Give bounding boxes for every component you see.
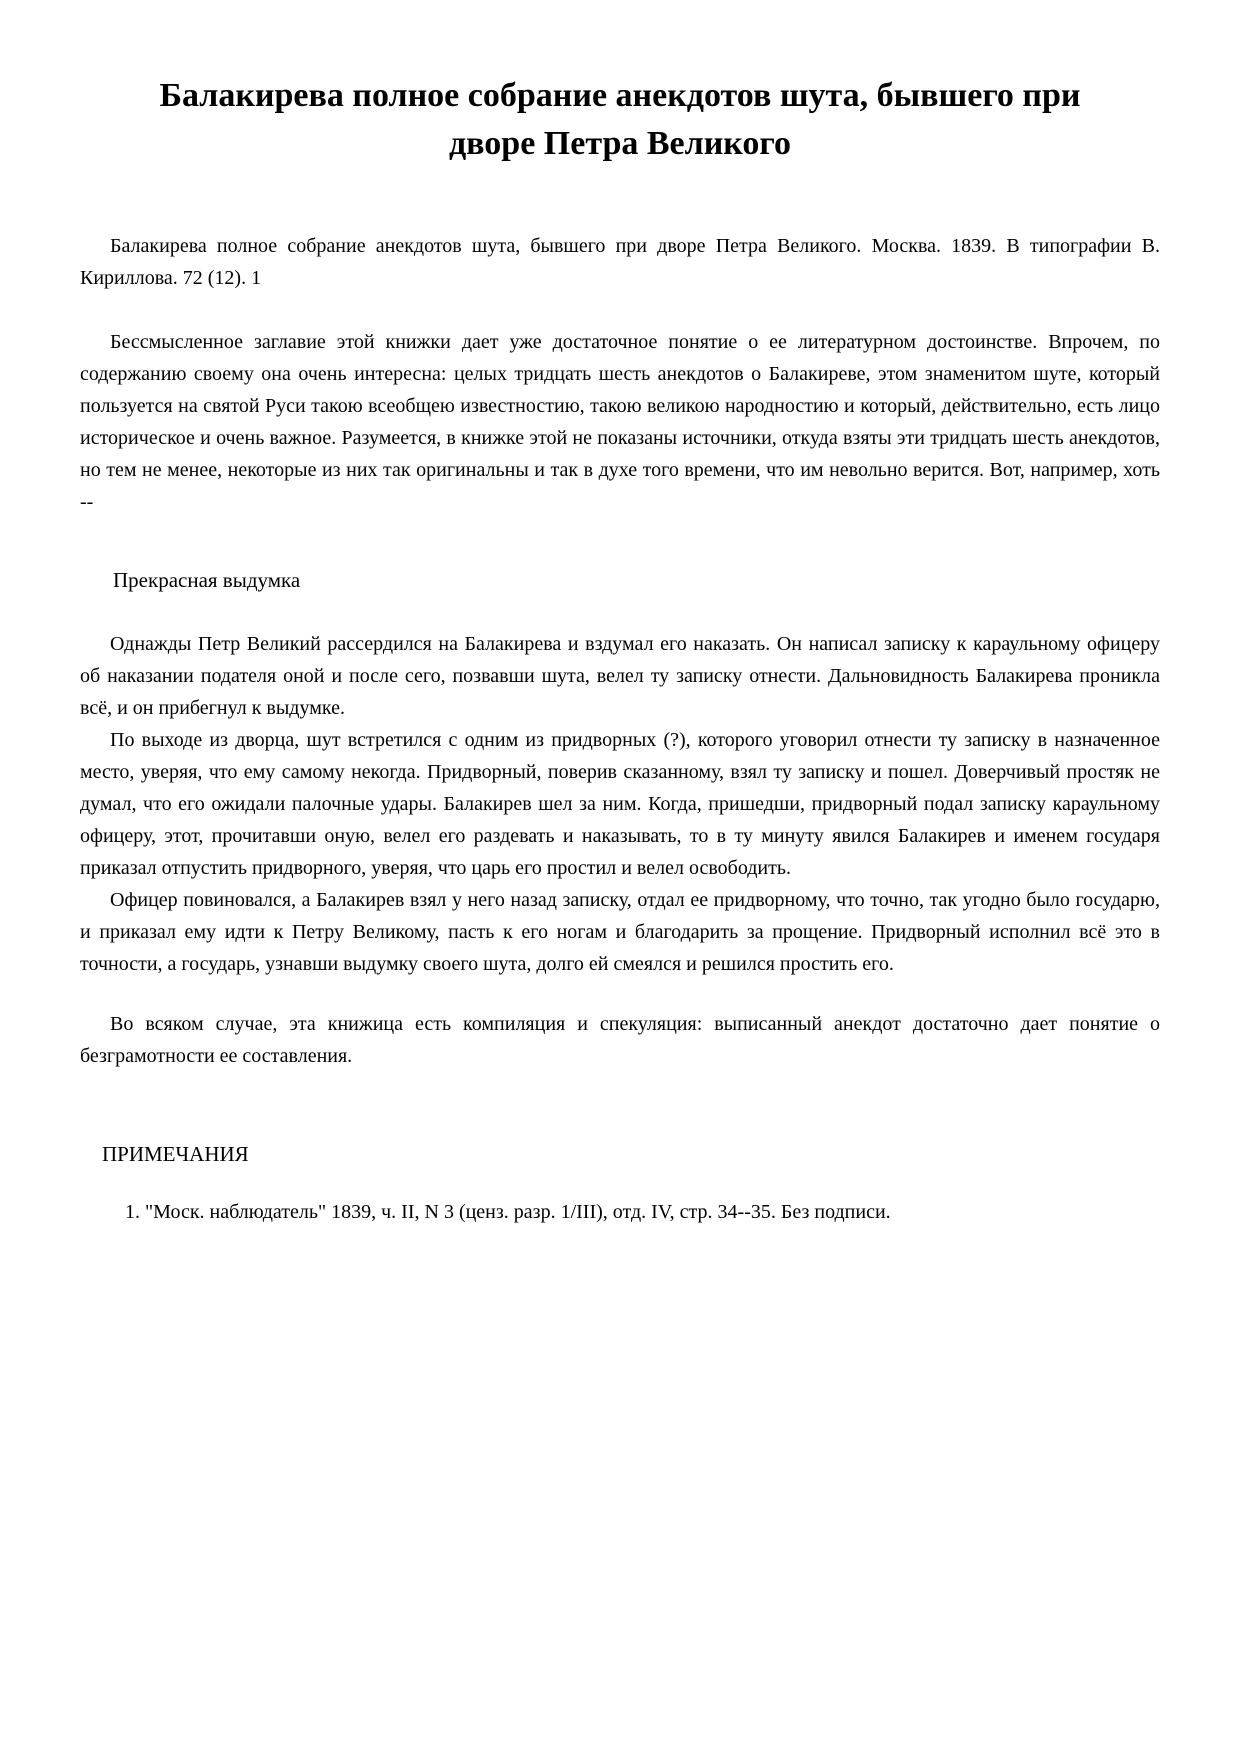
note-item: 1. "Моск. наблюдатель" 1839, ч. II, N 3 (ценз. разр. 1/III), отд. IV, стр. 34--35. Без подписи. (125, 1201, 891, 1223)
anecdote-text (80, 628, 1160, 980)
anecdote-heading: Прекрасная выдумка (113, 568, 301, 592)
anecdote-paragraph: По выходе из дворца, шут встретился с одним из придворных (?), которого уговорил отнести ту записку в назначенное место, уверяя, что ему самому некогда. Придворный, поверив сказанному, взял ту записку и пошел. Доверчивый простяк не думал, что его ожидали палочные удары. Балакирев шел за ним. Когда, пришедши, придворный подал записку караульному офицеру, этот, прочитавши оную, велел его раздевать и наказывать, то в ту минуту явился Балакирев и именем государя приказал отпустить придворного, уверяя, что царь его простил и велел освободить. (80, 729, 1160, 879)
anecdote-paragraph: Однажды Петр Великий рассердился на Балакирева и вздумал его наказать. Он написал записку к караульному офицеру об наказании подателя оной и после сего, позвавши шута, велел ту записку отнести. Дальновидность Балакирева проникла всё, и он прибегнул к выдумке. (80, 633, 1160, 719)
review-paragraph: Бессмысленное заглавие этой книжки дает уже достаточное понятие о ее литературном достоинстве. Впрочем, по содержанию своему она очень интересна: целых тридцать шесть анекдотов о Балакиреве, этом знаменитом шуте, который пользуется на святой Руси такою всеобщею известностию, такою великою народностию и который, действительно, есть лицо историческое и очень важное. Разумеется, в книжке этой не показаны источники, откуда взяты эти тридцать шесть анекдотов, но тем не менее, некоторые из них так оригинальны и так в духе того времени, что им невольно верится. Вот, например, хоть -- (80, 331, 1160, 513)
document-title: Балакирева полное собрание анекдотов шута, бывшего при дворе Петра Великого (159, 77, 1081, 162)
conclusion-paragraph: Во всяком случае, эта книжица есть компиляция и спекуляция: выписанный анекдот достаточно дает понятие о безграмотности ее составления. (80, 1013, 1160, 1067)
anecdote-paragraph: Офицер повиновался, а Балакирев взял у него назад записку, отдал ее придворному, что точно, так угодно было государю, и приказал ему идти к Петру Великому, пасть к его ногам и благодарить за прощение. Придворный исполнил всё это в точности, а государь, узнавши выдумку своего шута, долго ей смеялся и решился простить его. (80, 889, 1160, 975)
bibliographic-note: Балакирева полное собрание анекдотов шута, бывшего при дворе Петра Великого. Москва. 1839. В типографии В. Кириллова. 72 (12). 1 (80, 235, 1160, 289)
notes-heading: ПРИМЕЧАНИЯ (102, 1142, 249, 1166)
